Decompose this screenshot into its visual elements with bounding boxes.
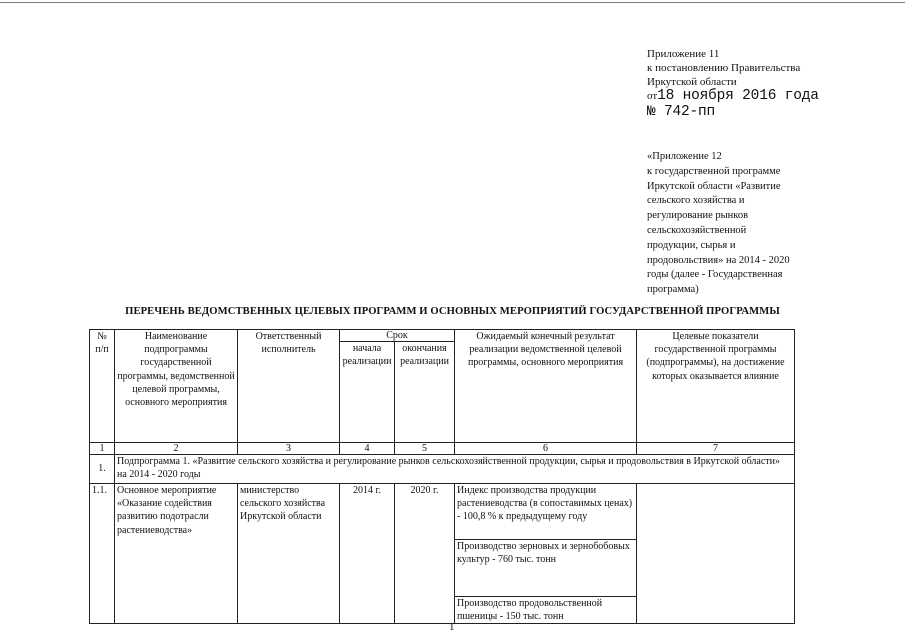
document-title: ПЕРЕЧЕНЬ ВЕДОМСТВЕННЫХ ЦЕЛЕВЫХ ПРОГРАММ И ОСНОВНЫХ МЕРОПРИЯТИЙ ГОСУДАРСТВЕННОЙ ПРОГРАММЫ [125, 306, 780, 317]
annex-12-block [647, 150, 822, 298]
header-end: окончания реализации [395, 342, 455, 443]
annex-12-line: «Приложение 12 [647, 151, 722, 162]
annex-12-line: сельского хозяйства и [647, 195, 745, 207]
annex-11-date-line [647, 89, 877, 103]
annex-12-line: программа) [647, 284, 699, 296]
annex-11-line3: Иркутской области [647, 76, 737, 88]
header-num: № п/п [90, 330, 115, 443]
annex-11-line1: Приложение 11 [647, 48, 720, 60]
col-number: 2 [115, 443, 238, 455]
row-name: Основное мероприятие «Оказание содействия развитию подотрасли растениеводства» [115, 484, 238, 624]
col-number: 1 [90, 443, 115, 455]
header-name: Наименование подпрограммы государственной программы, ведомственной целевой программы, основного мероприятия [115, 330, 238, 443]
annex-12-line: годы (далее - Государственная [647, 269, 783, 281]
row-start: 2014 г. [340, 484, 395, 624]
header-row-1 [90, 330, 795, 342]
annex-11-block [647, 47, 877, 119]
header-executor: Ответственный исполнитель [238, 330, 340, 443]
table-row [90, 484, 795, 624]
col-number: 6 [455, 443, 637, 455]
annex-12-line: к государственной программе [647, 165, 781, 177]
header-result: Ожидаемый конечный результат реализации ведомственной целевой программы, основного мероприятия [455, 330, 637, 443]
top-edge-line [0, 2, 905, 3]
result-item: Индекс производства продукции растениеводства (в сопоставимых ценах) - 100,8 % к предыдущему году [455, 484, 636, 540]
row-num: 1.1. [90, 484, 115, 624]
subprogram-num: 1. [90, 455, 115, 484]
result-item: Производство зерновых и зернобобовых культур - 760 тыс. тонн [455, 540, 636, 597]
subprogram-title: Подпрограмма 1. «Развитие сельского хозяйства и регулирование рынков сельскохозяйственной продукции, сырья и продовольствия в Иркутской области» на 2014 - 2020 годы [115, 455, 795, 484]
decree-date: 18 ноября 2016 года [657, 88, 819, 104]
header-start: начала реализации [340, 342, 395, 443]
annex-12-line: сельскохозяйственной [647, 224, 747, 236]
annex-12-line: регулирование рынков [647, 210, 749, 222]
row-indicators [637, 484, 795, 624]
col-number: 7 [637, 443, 795, 455]
col-number: 3 [238, 443, 340, 455]
annex-12-line: продукции, сырья и [647, 239, 736, 251]
programs-table [89, 329, 795, 624]
annex-12-line: продовольствия» на 2014 - 2020 [647, 254, 790, 266]
row-executor: министерство сельского хозяйства Иркутской области [238, 484, 340, 624]
subprogram-row [90, 455, 795, 484]
annex-11-line2: к постановлению Правительства [647, 62, 801, 74]
col-number: 5 [395, 443, 455, 455]
col-number: 4 [340, 443, 395, 455]
row-results [455, 484, 637, 624]
annex-12-line: Иркутской области «Развитие [647, 180, 781, 192]
page-number: 1 [449, 621, 455, 633]
header-term: Срок [340, 330, 455, 342]
result-item: Производство продовольственной пшеницы - 150 тыс. тонн [457, 598, 603, 623]
column-number-row [90, 443, 795, 455]
date-prefix: от [647, 90, 658, 102]
header-indicators: Целевые показатели государственной программы (подпрограммы), на достижение которых оказывается влияние [637, 330, 795, 443]
row-end: 2020 г. [395, 484, 455, 624]
decree-number: № 742-пп [647, 104, 716, 120]
